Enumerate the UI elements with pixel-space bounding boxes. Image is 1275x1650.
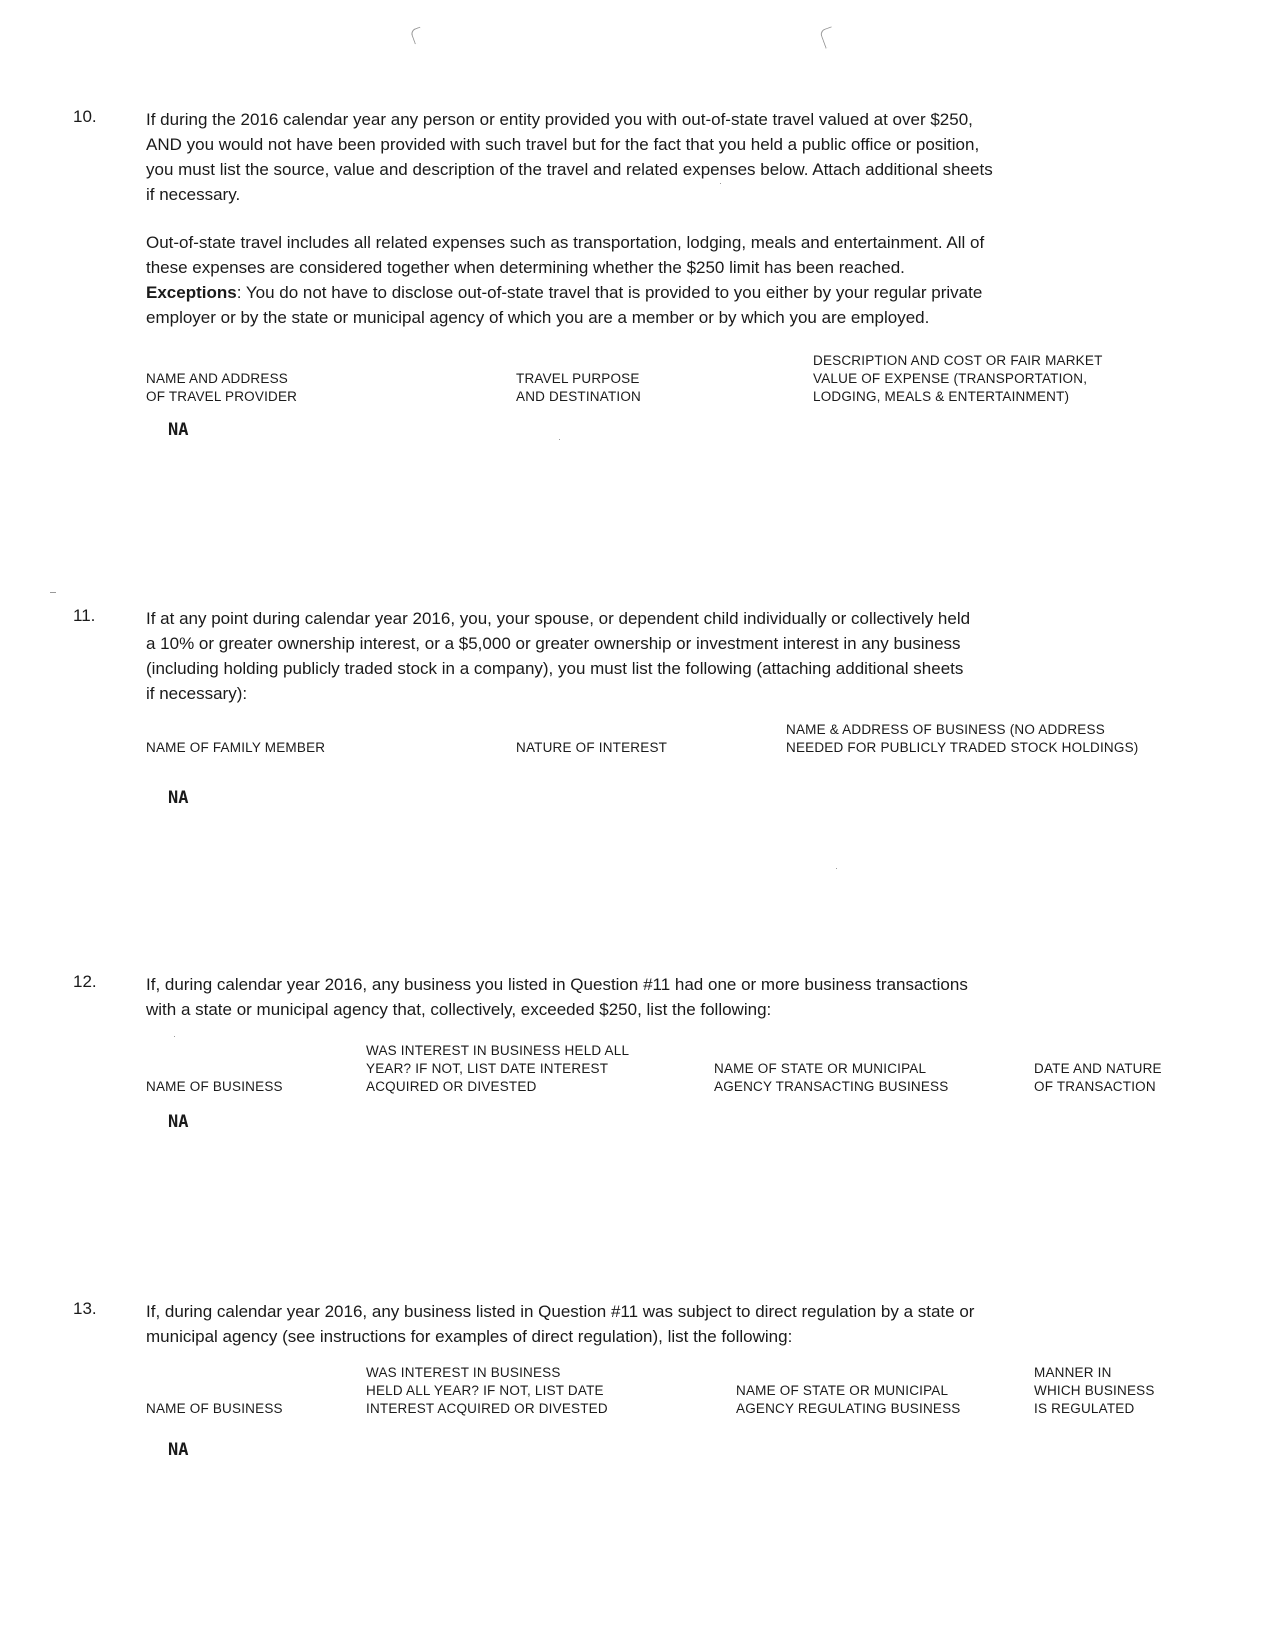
scan-speck xyxy=(174,1036,175,1037)
question-text xyxy=(146,606,970,706)
header-line: NAME OF STATE OR MUNICIPAL xyxy=(736,1383,949,1398)
text-line: AND you would not have been provided with such travel but for the fact that you held a public office or position, xyxy=(146,135,980,154)
text-line: if necessary): xyxy=(146,684,248,703)
header-line: NAME & ADDRESS OF BUSINESS (NO ADDRESS xyxy=(786,722,1105,737)
header-line: WAS INTEREST IN BUSINESS HELD ALL xyxy=(366,1043,630,1058)
text-line: Out-of-state travel includes all related expenses such as transportation, lodging, meals and entertainment. All of xyxy=(146,233,985,252)
text-line: If during the 2016 calendar year any person or entity provided you with out-of-state travel valued at over $250, xyxy=(146,110,973,129)
exceptions-text: : You do not have to disclose out-of-state travel that is provided to you either by your regular private xyxy=(236,283,983,302)
header-line: NAME OF BUSINESS xyxy=(146,1079,283,1094)
column-header xyxy=(366,1364,608,1418)
answer-value: NA xyxy=(168,1112,189,1132)
header-line: HELD ALL YEAR? IF NOT, LIST DATE xyxy=(366,1383,604,1398)
header-line: NEEDED FOR PUBLICLY TRADED STOCK HOLDINGS) xyxy=(786,740,1139,755)
header-line: INTEREST ACQUIRED OR DIVESTED xyxy=(366,1401,608,1416)
question-number: 12. xyxy=(73,972,97,991)
column-header xyxy=(146,370,297,406)
question-number: 10. xyxy=(73,107,97,126)
text-line: employer or by the state or municipal agency of which you are a member or by which you are employed. xyxy=(146,308,930,327)
text-line: if necessary. xyxy=(146,185,241,204)
header-line: NATURE OF INTEREST xyxy=(516,740,668,755)
text-line: If, during calendar year 2016, any business listed in Question #11 was subject to direct regulation by a state or xyxy=(146,1302,975,1321)
header-line: NAME OF BUSINESS xyxy=(146,1401,283,1416)
column-header xyxy=(1034,1060,1162,1096)
text-line: (including holding publicly traded stock in a company), you must list the following (attaching additional sheets xyxy=(146,659,964,678)
header-line: NAME OF FAMILY MEMBER xyxy=(146,740,326,755)
text-line: municipal agency (see instructions for examples of direct regulation), list the following: xyxy=(146,1327,793,1346)
scan-mark xyxy=(819,26,838,48)
text-line: these expenses are considered together when determining whether the $250 limit has been reached. xyxy=(146,258,905,277)
header-line: TRAVEL PURPOSE xyxy=(516,371,640,386)
question-text xyxy=(146,107,993,207)
column-header xyxy=(516,739,667,757)
header-line: WAS INTEREST IN BUSINESS xyxy=(366,1365,561,1380)
column-header xyxy=(366,1042,629,1096)
travel-note xyxy=(146,230,984,330)
answer-value: NA xyxy=(168,1440,189,1460)
answer-value: NA xyxy=(168,788,189,808)
header-line: OF TRANSACTION xyxy=(1034,1079,1156,1094)
question-text xyxy=(146,1299,974,1349)
header-line: OF TRAVEL PROVIDER xyxy=(146,389,298,404)
scan-speck xyxy=(559,439,560,440)
column-header xyxy=(146,1400,283,1418)
column-header xyxy=(146,739,325,757)
text-line: you must list the source, value and description of the travel and related expenses below. Attach additional sheets xyxy=(146,160,993,179)
question-text xyxy=(146,972,968,1022)
column-header xyxy=(813,352,1103,406)
header-line: DESCRIPTION AND COST OR FAIR MARKET xyxy=(813,353,1103,368)
column-header xyxy=(516,370,641,406)
header-line: IS REGULATED xyxy=(1034,1401,1135,1416)
column-header xyxy=(736,1382,961,1418)
scan-speck xyxy=(50,592,56,593)
header-line: YEAR? IF NOT, LIST DATE INTEREST xyxy=(366,1061,609,1076)
exceptions-label: Exceptions xyxy=(146,283,237,302)
header-line: AGENCY TRANSACTING BUSINESS xyxy=(714,1079,949,1094)
column-header xyxy=(786,721,1138,757)
column-header xyxy=(146,1078,283,1096)
exceptions-line xyxy=(146,280,984,305)
question-number: 11. xyxy=(73,606,96,625)
scan-mark xyxy=(410,27,425,45)
header-line: MANNER IN xyxy=(1034,1365,1112,1380)
header-line: AGENCY REGULATING BUSINESS xyxy=(736,1401,961,1416)
header-line: VALUE OF EXPENSE (TRANSPORTATION, xyxy=(813,371,1088,386)
column-header xyxy=(714,1060,948,1096)
header-line: ACQUIRED OR DIVESTED xyxy=(366,1079,537,1094)
header-line: DATE AND NATURE xyxy=(1034,1061,1162,1076)
header-line: LODGING, MEALS & ENTERTAINMENT) xyxy=(813,389,1070,404)
text-line: with a state or municipal agency that, collectively, exceeded $250, list the following: xyxy=(146,1000,772,1019)
text-line: If, during calendar year 2016, any business you listed in Question #11 had one or more business transactions xyxy=(146,975,968,994)
scan-speck xyxy=(836,868,837,869)
header-line: NAME AND ADDRESS xyxy=(146,371,288,386)
column-header xyxy=(1034,1364,1155,1418)
header-line: NAME OF STATE OR MUNICIPAL xyxy=(714,1061,927,1076)
question-number: 13. xyxy=(73,1299,97,1318)
text-line: a 10% or greater ownership interest, or a $5,000 or greater ownership or investment interest in any business xyxy=(146,634,961,653)
header-line: WHICH BUSINESS xyxy=(1034,1383,1155,1398)
answer-value: NA xyxy=(168,420,189,440)
header-line: AND DESTINATION xyxy=(516,389,642,404)
text-line: If at any point during calendar year 2016, you, your spouse, or dependent child individually or collectively held xyxy=(146,609,971,628)
